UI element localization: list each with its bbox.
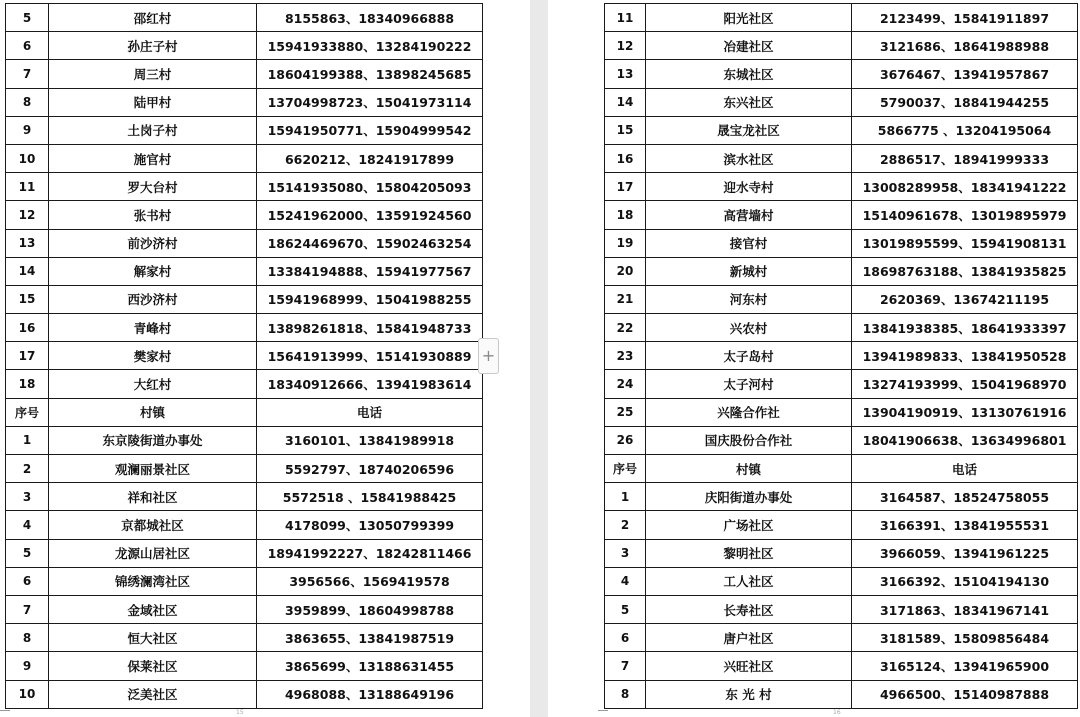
cell-phone: 3166391、13841955531 (852, 511, 1078, 539)
cell-village: 村镇 (646, 455, 852, 483)
cell-phone: 13904190919、13130761916 (852, 398, 1078, 426)
cell-number: 16 (605, 144, 646, 172)
contact-table-left (5, 3, 483, 709)
table-row (605, 144, 1078, 172)
cell-village: 高营墙村 (646, 201, 852, 229)
cell-village: 阳光社区 (646, 4, 852, 32)
cell-number: 16 (6, 314, 49, 342)
cell-village: 庆阳街道办事处 (646, 483, 852, 511)
table-row (605, 483, 1078, 511)
cell-number: 20 (605, 257, 646, 285)
cell-village: 兴旺社区 (646, 652, 852, 680)
cell-phone: 2123499、15841911897 (852, 4, 1078, 32)
cell-phone: 18041906638、13634996801 (852, 426, 1078, 454)
cell-number: 4 (6, 511, 49, 539)
cell-village: 土岗子村 (49, 116, 257, 144)
cell-village: 村镇 (49, 398, 257, 426)
cell-village: 锦绣澜湾社区 (49, 567, 257, 595)
cell-number: 10 (6, 144, 49, 172)
cell-number: 10 (6, 680, 49, 708)
cell-number: 7 (6, 595, 49, 623)
cell-village: 祥和社区 (49, 483, 257, 511)
cell-number: 5 (6, 4, 49, 32)
cell-phone: 3865699、13188631455 (257, 652, 483, 680)
cell-phone: 3171863、18341967141 (852, 595, 1078, 623)
cell-phone: 13898261818、15841948733 (257, 314, 483, 342)
cell-village: 接官村 (646, 229, 852, 257)
cell-phone: 18340912666、13941983614 (257, 370, 483, 398)
cell-number: 26 (605, 426, 646, 454)
cell-number: 8 (6, 88, 49, 116)
cell-number: 5 (605, 595, 646, 623)
table-header-row (605, 455, 1078, 483)
cell-phone: 15941950771、15904999542 (257, 116, 483, 144)
cell-village: 陆甲村 (49, 88, 257, 116)
cell-phone: 电话 (852, 455, 1078, 483)
cell-phone: 15941933880、13284190222 (257, 32, 483, 60)
table-row (6, 257, 483, 285)
cell-number: 22 (605, 314, 646, 342)
cell-village: 兴农村 (646, 314, 852, 342)
cell-number: 13 (605, 60, 646, 88)
cell-phone: 2620369、13674211195 (852, 285, 1078, 313)
cell-phone: 13941989833、13841950528 (852, 342, 1078, 370)
cell-number: 6 (6, 567, 49, 595)
table-row (605, 314, 1078, 342)
table-row (6, 539, 483, 567)
page-corner-mark (598, 710, 608, 716)
cell-village: 张书村 (49, 201, 257, 229)
cell-phone: 3966059、13941961225 (852, 539, 1078, 567)
cell-village: 广场社区 (646, 511, 852, 539)
cell-number: 4 (605, 567, 646, 595)
cell-number: 7 (6, 60, 49, 88)
cell-village: 河东村 (646, 285, 852, 313)
table-row (605, 229, 1078, 257)
cell-phone: 13704998723、15041973114 (257, 88, 483, 116)
cell-phone: 13384194888、15941977567 (257, 257, 483, 285)
cell-number: 1 (605, 483, 646, 511)
cell-phone: 6620212、18241917899 (257, 144, 483, 172)
table-row (6, 60, 483, 88)
cell-phone: 3165124、13941965900 (852, 652, 1078, 680)
cell-village: 东兴社区 (646, 88, 852, 116)
table-row (6, 88, 483, 116)
cell-number: 18 (605, 201, 646, 229)
cell-phone: 5572518 、15841988425 (257, 483, 483, 511)
cell-phone: 5592797、18740206596 (257, 455, 483, 483)
cell-phone: 8155863、18340966888 (257, 4, 483, 32)
cell-phone: 3959899、18604998788 (257, 595, 483, 623)
table-row (605, 370, 1078, 398)
table-row (605, 88, 1078, 116)
cell-phone: 4966500、15140987888 (852, 680, 1078, 708)
cell-number: 15 (605, 116, 646, 144)
cell-phone: 3863655、13841987519 (257, 624, 483, 652)
table-header-row (6, 398, 483, 426)
cell-phone: 3121686、18641988988 (852, 32, 1078, 60)
cell-village: 青峰村 (49, 314, 257, 342)
cell-village: 冶建社区 (646, 32, 852, 60)
cell-number: 序号 (605, 455, 646, 483)
table-row (6, 144, 483, 172)
cell-number: 14 (605, 88, 646, 116)
cell-number: 17 (605, 173, 646, 201)
table-row (6, 455, 483, 483)
cell-phone: 13841938385、18641933397 (852, 314, 1078, 342)
table-row (6, 4, 483, 32)
cell-village: 唐户社区 (646, 624, 852, 652)
cell-phone: 18698763188、13841935825 (852, 257, 1078, 285)
table-row (605, 426, 1078, 454)
cell-phone: 4968088、13188649196 (257, 680, 483, 708)
cell-number: 12 (6, 201, 49, 229)
contact-table-right (604, 3, 1078, 709)
cell-village: 孙庄子村 (49, 32, 257, 60)
cell-village: 保莱社区 (49, 652, 257, 680)
table-row (605, 511, 1078, 539)
table-row (605, 398, 1078, 426)
cell-phone: 4178099、13050799399 (257, 511, 483, 539)
cell-village: 大红村 (49, 370, 257, 398)
table-row (6, 285, 483, 313)
cell-phone: 3181589、15809856484 (852, 624, 1078, 652)
cell-number: 25 (605, 398, 646, 426)
cell-phone: 3956566、1569419578 (257, 567, 483, 595)
cell-number: 15 (6, 285, 49, 313)
document-page-left (0, 0, 483, 717)
cell-number: 7 (605, 652, 646, 680)
table-row (6, 426, 483, 454)
cell-village: 滨水社区 (646, 144, 852, 172)
cell-phone: 5790037、18841944255 (852, 88, 1078, 116)
table-row (605, 567, 1078, 595)
cell-number: 18 (6, 370, 49, 398)
cell-number: 14 (6, 257, 49, 285)
cell-phone: 5866775 、13204195064 (852, 116, 1078, 144)
cell-number: 17 (6, 342, 49, 370)
add-row-button[interactable]: + (478, 338, 499, 374)
cell-phone: 15140961678、13019895979 (852, 201, 1078, 229)
cell-village: 晟宝龙社区 (646, 116, 852, 144)
cell-village: 工人社区 (646, 567, 852, 595)
table-row (605, 624, 1078, 652)
cell-number: 6 (605, 624, 646, 652)
table-row (6, 116, 483, 144)
table-row (6, 173, 483, 201)
cell-number: 9 (6, 116, 49, 144)
table-row (605, 342, 1078, 370)
table-row (6, 314, 483, 342)
cell-village: 太子岛村 (646, 342, 852, 370)
cell-number: 23 (605, 342, 646, 370)
cell-number: 13 (6, 229, 49, 257)
table-row (605, 680, 1078, 708)
table-row (6, 483, 483, 511)
cell-number: 8 (6, 624, 49, 652)
cell-village: 国庆股份合作社 (646, 426, 852, 454)
cell-phone: 13274193999、15041968970 (852, 370, 1078, 398)
table-row (605, 652, 1078, 680)
cell-phone: 18604199388、13898245685 (257, 60, 483, 88)
cell-phone: 电话 (257, 398, 483, 426)
cell-number: 2 (605, 511, 646, 539)
cell-number: 6 (6, 32, 49, 60)
cell-number: 9 (6, 652, 49, 680)
cell-number: 12 (605, 32, 646, 60)
table-row (605, 116, 1078, 144)
table-row (6, 680, 483, 708)
table-row (605, 257, 1078, 285)
cell-village: 樊家村 (49, 342, 257, 370)
cell-phone: 3160101、13841989918 (257, 426, 483, 454)
table-row (605, 60, 1078, 88)
cell-village: 解家村 (49, 257, 257, 285)
cell-village: 黎明社区 (646, 539, 852, 567)
page-number: 16 (833, 709, 841, 716)
cell-phone: 13019895599、15941908131 (852, 229, 1078, 257)
cell-village: 太子河村 (646, 370, 852, 398)
cell-phone: 15941968999、15041988255 (257, 285, 483, 313)
cell-village: 新城村 (646, 257, 852, 285)
cell-phone: 3166392、15104194130 (852, 567, 1078, 595)
page-corner-mark (0, 710, 10, 716)
table-row (605, 595, 1078, 623)
page-separator (530, 0, 548, 717)
cell-phone: 15241962000、13591924560 (257, 201, 483, 229)
cell-number: 19 (605, 229, 646, 257)
table-row (6, 370, 483, 398)
table-row (6, 567, 483, 595)
cell-village: 京都城社区 (49, 511, 257, 539)
cell-number: 11 (6, 173, 49, 201)
table-row (605, 539, 1078, 567)
cell-number: 24 (605, 370, 646, 398)
cell-phone: 2886517、18941999333 (852, 144, 1078, 172)
cell-village: 罗大台村 (49, 173, 257, 201)
table-row (6, 342, 483, 370)
cell-number: 8 (605, 680, 646, 708)
table-row (6, 624, 483, 652)
cell-phone: 3676467、13941957867 (852, 60, 1078, 88)
cell-number: 1 (6, 426, 49, 454)
table-row (605, 173, 1078, 201)
cell-village: 兴隆合作社 (646, 398, 852, 426)
cell-number: 3 (605, 539, 646, 567)
cell-phone: 13008289958、18341941222 (852, 173, 1078, 201)
cell-number: 21 (605, 285, 646, 313)
cell-village: 恒大社区 (49, 624, 257, 652)
table-row (605, 285, 1078, 313)
cell-village: 观澜丽景社区 (49, 455, 257, 483)
cell-number: 5 (6, 539, 49, 567)
cell-phone: 18941992227、18242811466 (257, 539, 483, 567)
cell-number: 3 (6, 483, 49, 511)
cell-phone: 15641913999、15141930889 (257, 342, 483, 370)
cell-phone: 3164587、18524758055 (852, 483, 1078, 511)
table-row (605, 4, 1078, 32)
cell-number: 11 (605, 4, 646, 32)
cell-village: 金域社区 (49, 595, 257, 623)
cell-village: 东京陵街道办事处 (49, 426, 257, 454)
table-row (6, 595, 483, 623)
cell-village: 迎水寺村 (646, 173, 852, 201)
cell-village: 西沙济村 (49, 285, 257, 313)
cell-number: 序号 (6, 398, 49, 426)
cell-village: 泛美社区 (49, 680, 257, 708)
cell-village: 邵红村 (49, 4, 257, 32)
cell-village: 前沙济村 (49, 229, 257, 257)
cell-village: 东城社区 (646, 60, 852, 88)
page-number: 15 (236, 709, 244, 716)
cell-number: 2 (6, 455, 49, 483)
cell-village: 东 光 村 (646, 680, 852, 708)
cell-village: 长寿社区 (646, 595, 852, 623)
cell-village: 施官村 (49, 144, 257, 172)
cell-village: 周三村 (49, 60, 257, 88)
cell-phone: 18624469670、15902463254 (257, 229, 483, 257)
table-row (6, 652, 483, 680)
table-row (6, 32, 483, 60)
table-row (605, 201, 1078, 229)
cell-phone: 15141935080、15804205093 (257, 173, 483, 201)
cell-village: 龙源山居社区 (49, 539, 257, 567)
table-row (605, 32, 1078, 60)
table-row (6, 229, 483, 257)
table-row (6, 511, 483, 539)
table-row (6, 201, 483, 229)
